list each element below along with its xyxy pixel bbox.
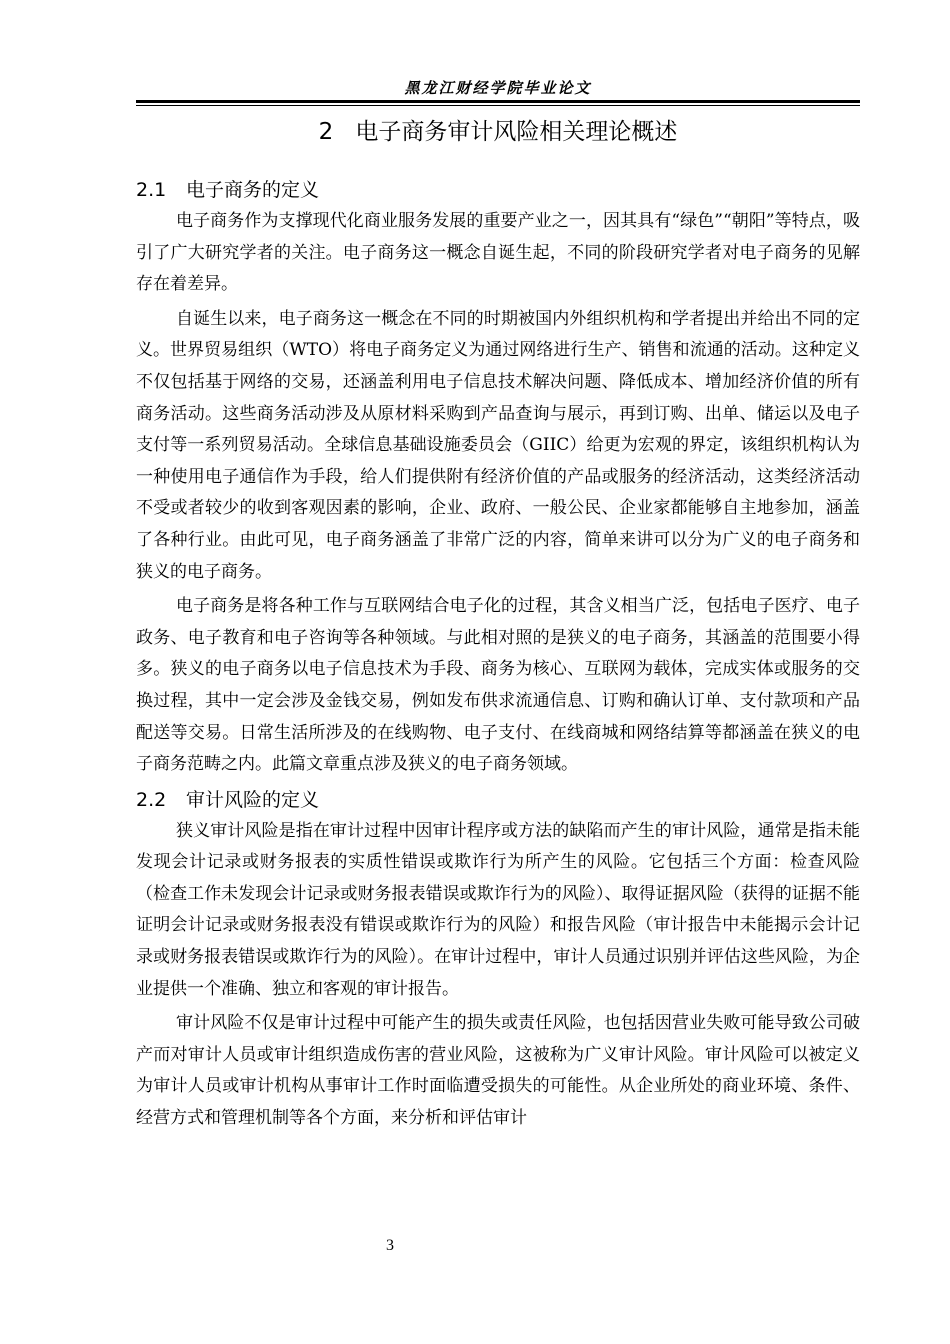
header-rule-thick xyxy=(136,100,860,103)
paragraph: 电子商务作为支撑现代化商业服务发展的重要产业之一，因其具有“绿色”“朝阳”等特点，吸引了广大研究学者的关注。电子商务这一概念自诞生起，不同的阶段研究学者对电子商务的见解存在着差异。 xyxy=(136,211,860,295)
section-number: 2.2 xyxy=(136,788,167,811)
page-number: 3 xyxy=(386,1237,394,1254)
running-header: 黑龙江财经学院毕业论文 xyxy=(404,79,592,97)
body-content xyxy=(136,174,860,1138)
section-number: 2.1 xyxy=(136,179,167,201)
chapter-title xyxy=(136,114,860,150)
paragraph: 自诞生以来，电子商务这一概念在不同的时期被国内外组织机构和学者提出并给出不同的定义。世界贸易组织（WTO）将电子商务定义为通过网络进行生产、销售和流通的活动。这种定义不仅包括基于网络的交易，还涵盖利用电子信息技术解决问题、降低成本、增加经济价值的所有商务活动。这些商务活动涉及从原材料采购到产品查询与展示，再到订购、出单、储运以及电子支付等一系列贸易活动。全球信息基础设施委员会（GIIC）给更为宏观的界定，该组织机构认为一种使用电子通信作为手段，给人们提供附有经济价值的产品或服务的经济活动，这类经济活动不受或者较少的收到客观因素的影响，企业、政府、一般公民、企业家都能够自主地参加，涵盖了各种行业。由此可见，电子商务涵盖了非常广泛的内容，简单来讲可以分为广义的电子商务和狭义的电子商务。 xyxy=(136,308,860,582)
section-title-text: 审计风险的定义 xyxy=(186,788,320,811)
section-heading-2-2 xyxy=(136,784,860,816)
paragraph: 审计风险不仅是审计过程中可能产生的损失或责任风险，也包括因营业失败可能导致公司破产而对审计人员或审计组织造成伤害的营业风险，这被称为广义审计风险。审计风险可以被定义为审计人员或审计机构从事审计工作时面临遭受损失的可能性。从企业所处的商业环境、条件、经营方式和管理机制等各个方面，来分析和评估审计 xyxy=(136,1013,860,1129)
section-heading-2-1 xyxy=(136,174,860,206)
paragraph: 狭义审计风险是指在审计过程中因审计程序或方法的缺陷而产生的审计风险，通常是指未能发现会计记录或财务报表的实质性错误或欺诈行为所产生的风险。它包括三个方面：检查风险（检查工作未发现会计记录或财务报表错误或欺诈行为的风险）、取得证据风险（获得的证据不能证明会计记录或财务报表没有错误或欺诈行为的风险）和报告风险（审计报告中未能揭示会计记录或财务报表错误或欺诈行为的风险）。在审计过程中，审计人员通过识别并评估这些风险，为企业提供一个准确、独立和客观的审计报告。 xyxy=(136,820,860,999)
chapter-number: 2 xyxy=(318,119,334,145)
section-title-text: 电子商务的定义 xyxy=(186,179,320,201)
chapter-title-text: 电子商务审计风险相关理论概述 xyxy=(355,119,678,145)
paragraph: 电子商务是将各种工作与互联网结合电子化的过程，其含义相当广泛，包括电子医疗、电子政务、电子教育和电子咨询等各种领域。与此相对照的是狭义的电子商务，其涵盖的范围要小得多。狭义的电子商务以电子信息技术为手段、商务为核心、互联网为载体，完成实体或服务的交换过程，其中一定会涉及金钱交易，例如发布供求流通信息、订购和确认订单、支付款项和产品配送等交易。日常生活所涉及的在线购物、电子支付、在线商城和网络结算等都涵盖在狭义的电子商务范畴之内。此篇文章重点涉及狭义的电子商务领域。 xyxy=(136,596,860,775)
header-rule-thin xyxy=(136,105,860,106)
